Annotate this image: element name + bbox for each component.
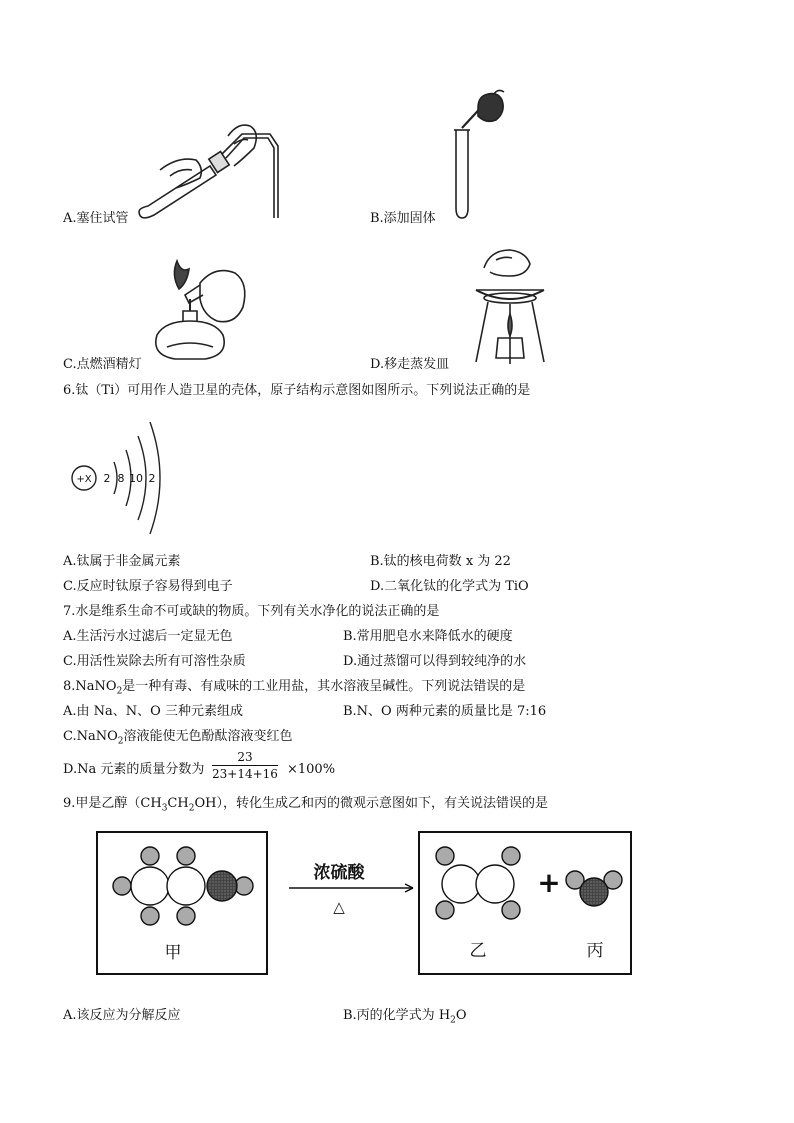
q5-option-d[interactable]: D.移走蒸发皿	[370, 357, 450, 372]
q7-option-a[interactable]: A.生活污水过滤后一定显无色	[63, 629, 233, 644]
label-yi: 乙	[469, 941, 487, 961]
q7-option-b[interactable]: B.常用肥皂水来降低水的硬度	[343, 629, 513, 644]
q8-option-a[interactable]: A.由 Na、N、O 三种元素组成	[63, 704, 243, 719]
q7-stem: 7.水是维系生命不可或缺的物质。下列有关水净化的说法正确的是	[63, 604, 440, 619]
q8-stem: 8.NaNO$_2$是一种有毒、有咸味的工业用盐，其水溶液呈碱性。下列说法错误的是	[63, 679, 526, 697]
q6-option-c[interactable]: C.反应时钛原子容易得到电子	[63, 579, 233, 594]
shell-2-count: 8	[117, 472, 125, 485]
fraction-numerator: 23	[212, 750, 278, 766]
fraction-denominator: 23+14+16	[212, 767, 278, 781]
shell-3-count: 10	[129, 472, 143, 485]
add-solid-illustration	[448, 90, 508, 220]
shell-4-count: 2	[148, 472, 156, 485]
label-bing: 丙	[586, 941, 604, 961]
q6-option-b[interactable]: B.钛的核电荷数 x 为 22	[370, 554, 511, 569]
q8-option-d[interactable]: D.Na 元素的质量分数为	[63, 762, 205, 777]
mass-fraction	[212, 750, 278, 781]
nucleus-label: +X	[76, 474, 92, 485]
shell-1-count: 2	[103, 472, 111, 485]
q6-option-a[interactable]: A.钛属于非金属元素	[63, 554, 181, 569]
q9-option-a[interactable]: A.该反应为分解反应	[63, 1008, 181, 1023]
plus-sign: +	[537, 866, 561, 899]
q6-option-d[interactable]: D.二氧化钛的化学式为 TiO	[370, 579, 529, 594]
q7-option-c[interactable]: C.用活性炭除去所有可溶性杂质	[63, 654, 246, 669]
stopper-test-tube-illustration	[130, 118, 290, 228]
q5-option-a[interactable]: A.塞住试管	[63, 211, 129, 226]
q5-option-b[interactable]: B.添加固体	[370, 211, 436, 226]
label-jia: 甲	[164, 943, 182, 963]
light-alcohol-lamp-illustration	[145, 255, 250, 365]
q9-stem: 9.甲是乙醇$(CH_3CH_2OH)$，转化生成乙和丙的微观示意图如下，有关说法错误的是	[63, 796, 548, 814]
q8-option-c[interactable]: C.NaNO$_2$溶液能使无色酚酞溶液变红色	[63, 729, 293, 747]
q9-option-b[interactable]: B.丙的化学式为 $H_2O$	[343, 1008, 467, 1026]
condition-catalyst: 浓硫酸	[313, 863, 365, 883]
condition-heat: △	[333, 898, 345, 916]
q8-option-b[interactable]: B.N、O 两种元素的质量比是 7:16	[343, 704, 547, 719]
q7-option-d[interactable]: D.通过蒸馏可以得到较纯净的水	[343, 654, 527, 669]
q6-stem: 6.钛（Ti）可用作人造卫星的壳体，原子结构示意图如图所示。下列说法正确的是	[63, 383, 531, 398]
ethanol-dehydration-diagram	[95, 830, 635, 978]
q8-d-suffix: ×100%	[287, 762, 336, 777]
titanium-atom-structure-diagram	[64, 412, 174, 540]
remove-evaporating-dish-illustration	[470, 246, 550, 368]
q5-option-c[interactable]: C.点燃酒精灯	[63, 357, 142, 372]
